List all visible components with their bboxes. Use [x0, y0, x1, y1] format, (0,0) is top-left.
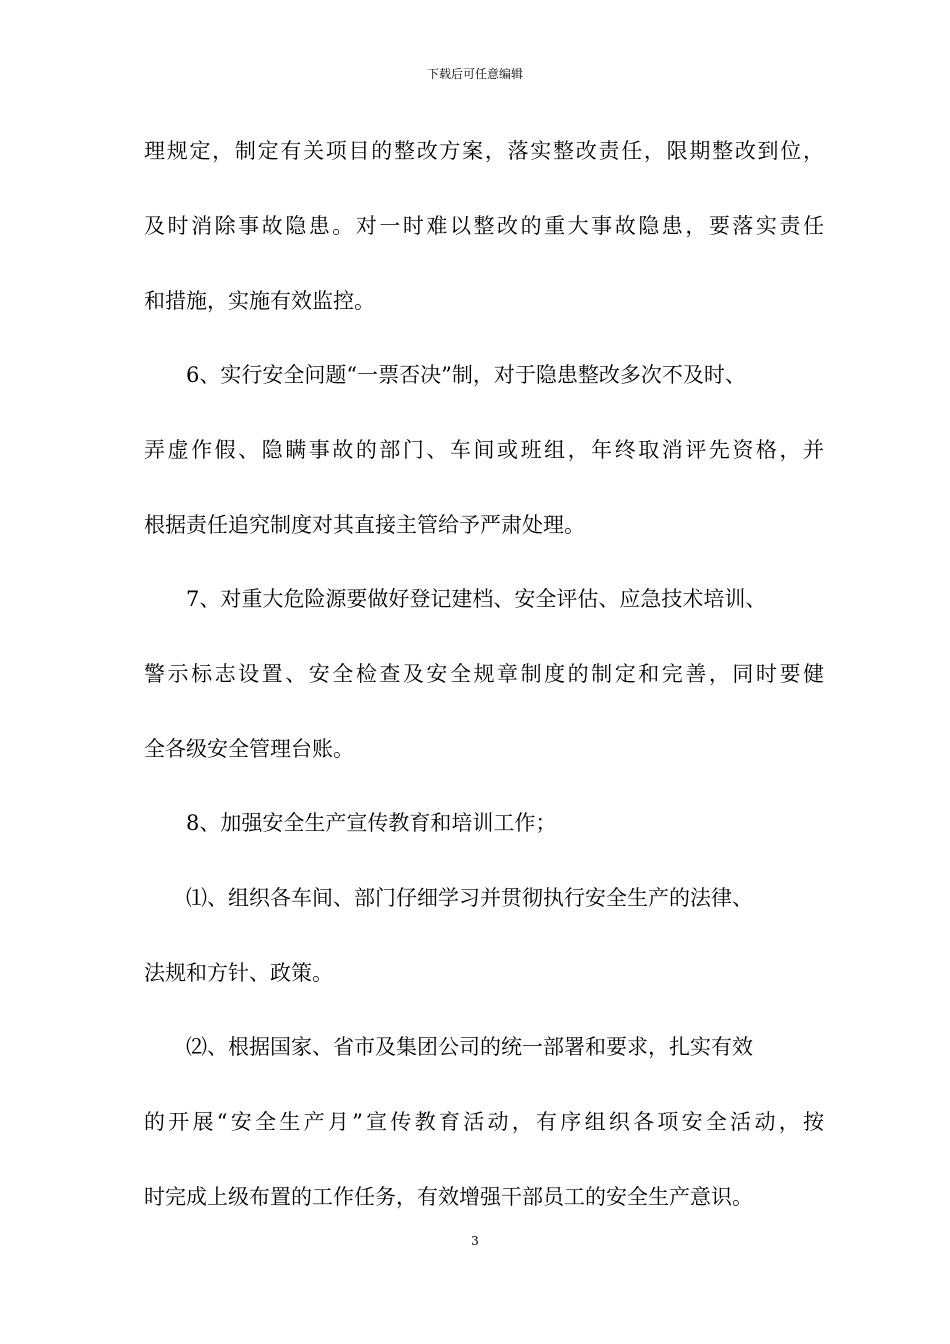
text-line: 的开展“安全生产月”宣传教育活动，有序组织各项安全活动，按 — [144, 1110, 824, 1134]
text-line: ⑴、组织各车间、部门仔细学习并贯彻执行安全生产的法律、 — [186, 886, 753, 910]
text-line: 6、实行安全问题“一票否决”制，对于隐患整改多次不及时、 — [186, 363, 746, 387]
text-line: 和措施，实施有效监控。 — [144, 289, 375, 313]
text-line: ⑵、根据国家、省市及集团公司的统一部署和要求，扎实有效 — [186, 1035, 753, 1059]
page-header: 下载后可任意编辑 — [426, 67, 523, 81]
text-line: 根据责任追究制度对其直接主管给予严肃处理。 — [144, 513, 585, 537]
text-line: 7、对重大危险源要做好登记建档、安全评估、应急技术培训、 — [186, 587, 767, 611]
text-line: 全各级安全管理台账。 — [144, 737, 354, 761]
text-line: 理规定，制定有关项目的整改方案，落实整改责任，限期整改到位， — [144, 139, 824, 163]
text-line: 8、加强安全生产宣传教育和培训工作； — [186, 811, 557, 835]
page-number: 3 — [471, 1234, 479, 1248]
text-line: 及时消除事故隐患。对一时难以整改的重大事故隐患，要落实责任 — [144, 214, 824, 238]
text-line: 弄虚作假、隐瞒事故的部门、车间或班组，年终取消评先资格，并 — [144, 438, 824, 462]
text-line: 时完成上级布置的工作任务，有效增强干部员工的安全生产意识。 — [144, 1185, 753, 1209]
text-line: 法规和方针、政策。 — [144, 961, 333, 985]
text-line: 警示标志设置、安全检查及安全规章制度的制定和完善，同时要健 — [144, 662, 824, 686]
